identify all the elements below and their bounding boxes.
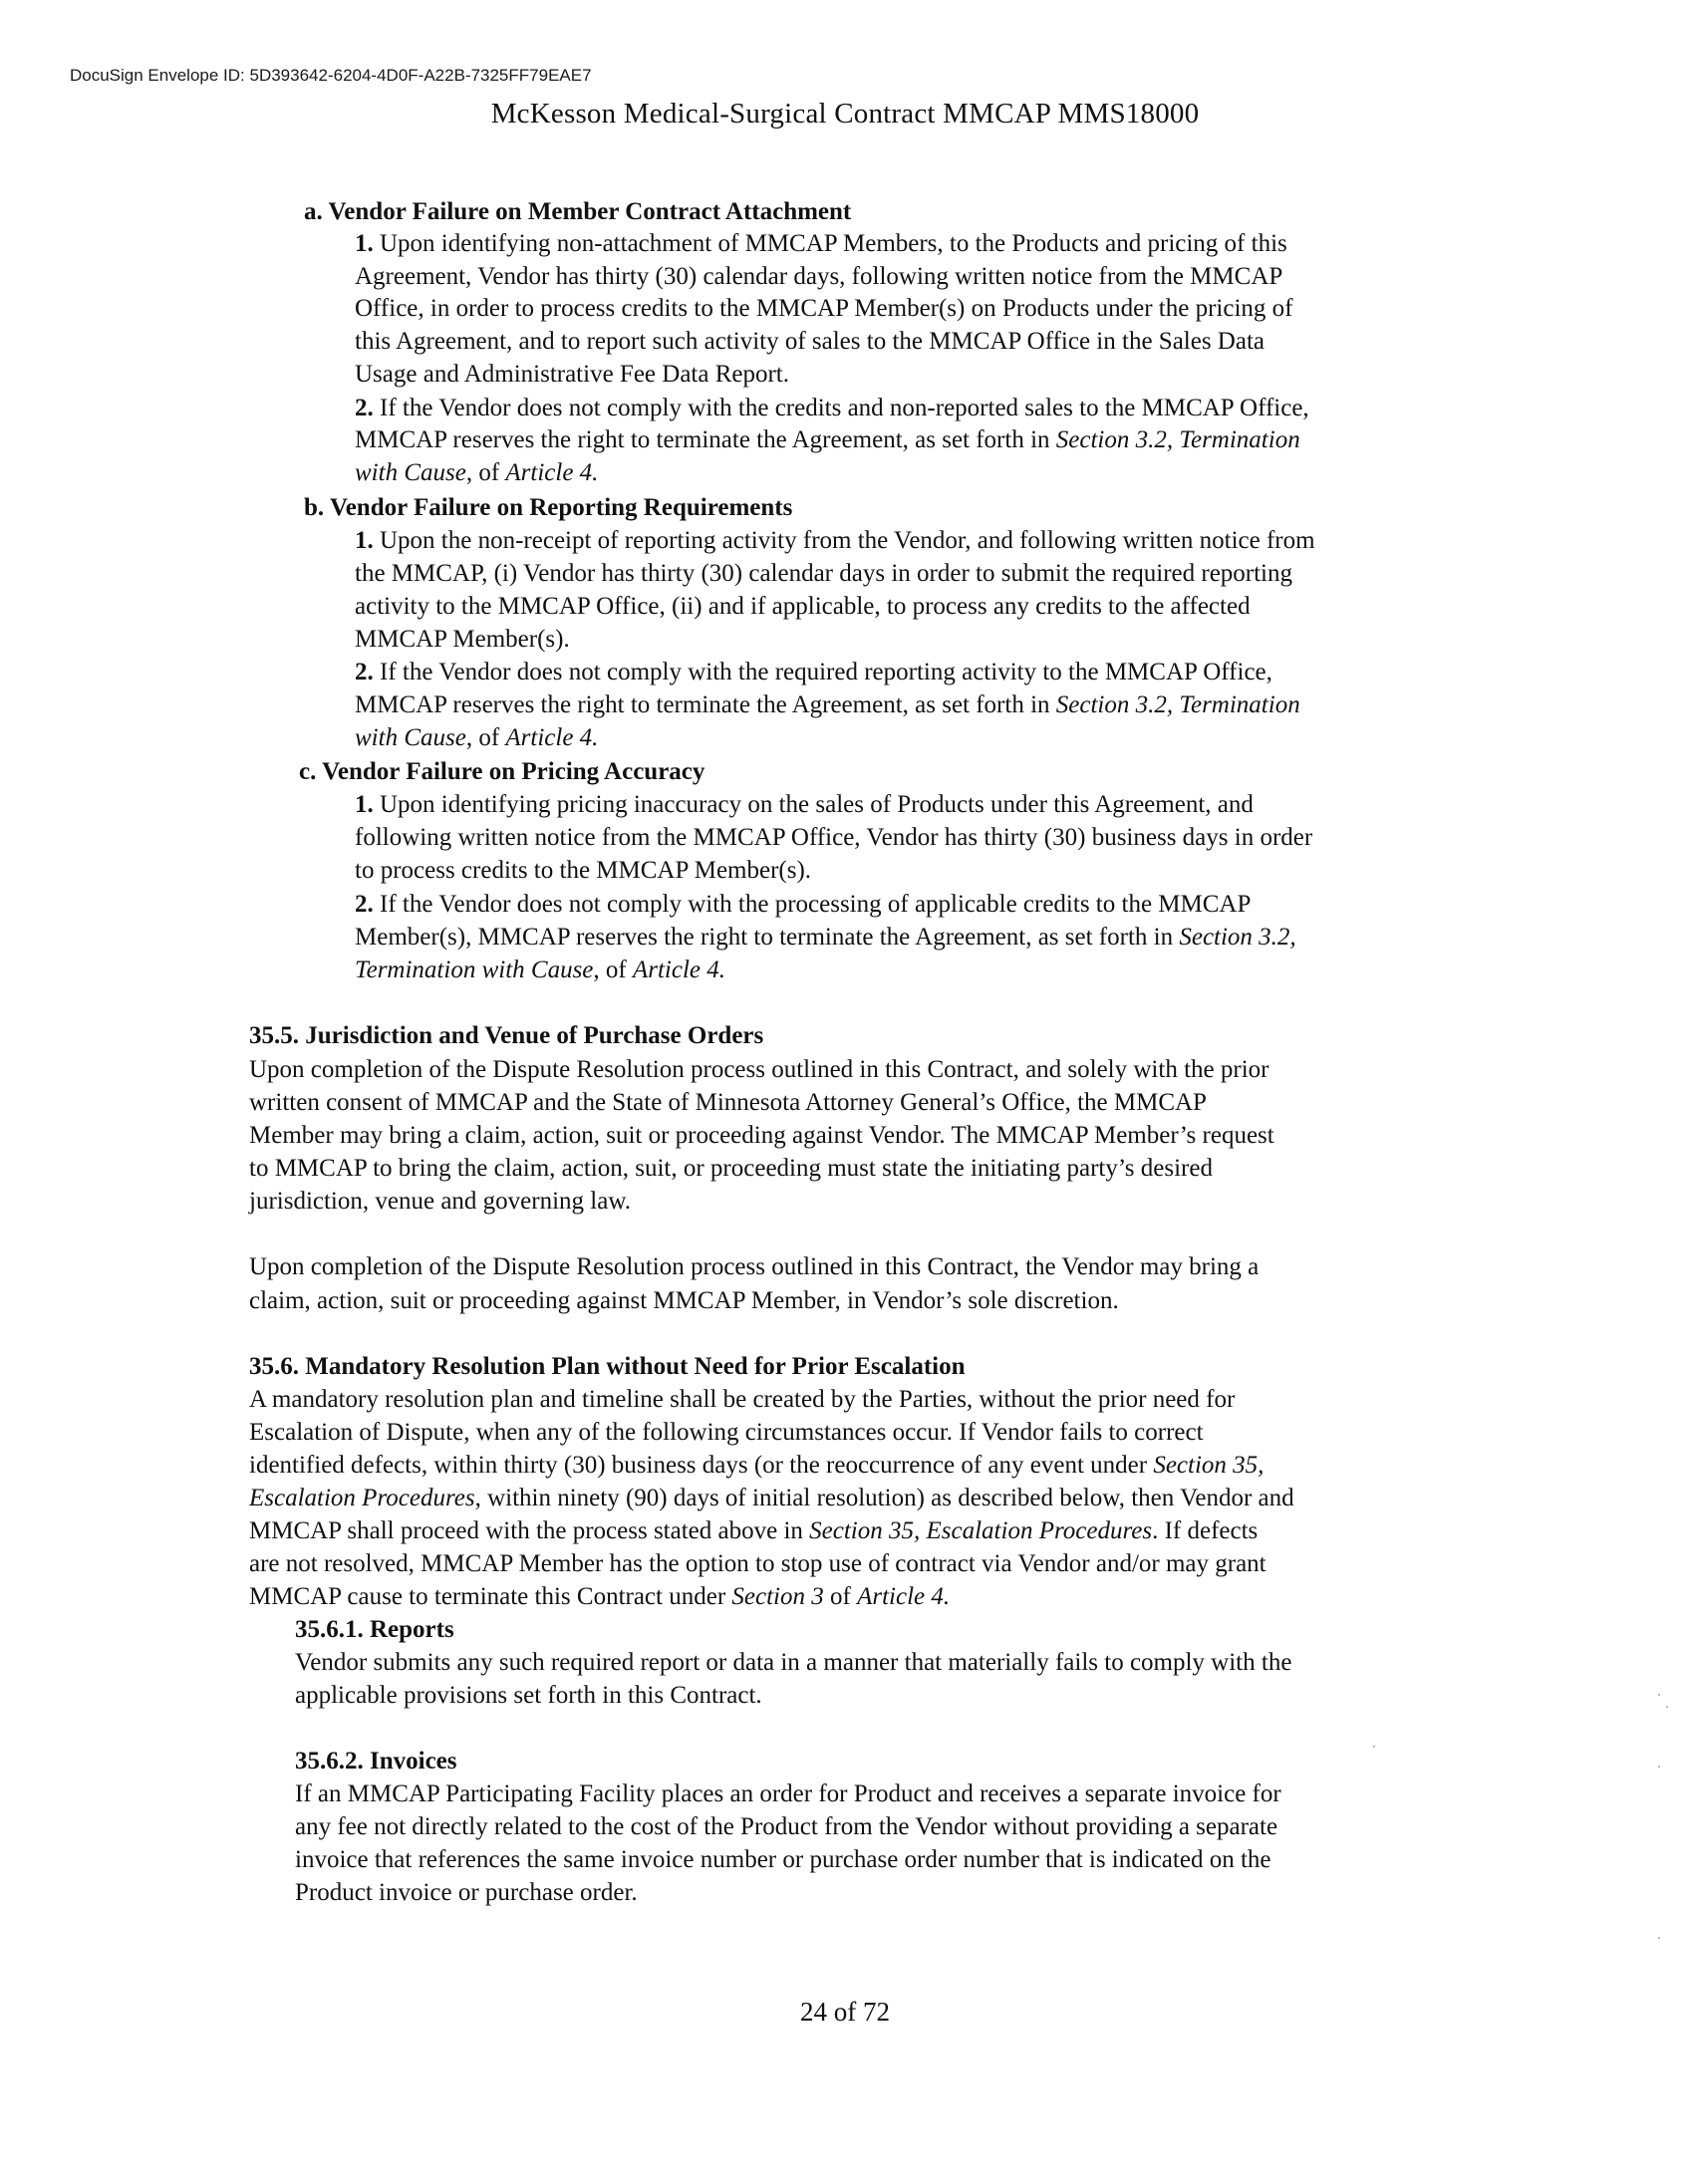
b1-line4: MMCAP Member(s). (355, 626, 570, 653)
document-header-title: McKesson Medical-Surgical Contract MMCAP MMS18000 (490, 98, 1200, 130)
b2-line1: 2. If the Vendor does not comply with the required reporting activity to the MMCAP Office, (355, 659, 1272, 685)
s3562-line2: any fee not directly related to the cost of the Product from the Vendor without providing a separate (295, 1813, 1278, 1840)
s3562-line3: invoice that references the same invoice number or purchase order number that is indicated on the (295, 1846, 1271, 1873)
s3561-line1: Vendor submits any such required report or data in a manner that materially fails to comply with the (295, 1649, 1292, 1676)
b1-line1: 1. Upon the non-receipt of reporting activity from the Vendor, and following written notice from (355, 527, 1315, 554)
a1-line3: Office, in order to process credits to the MMCAP Member(s) on Products under the pricing of (355, 295, 1293, 322)
b1-line2: the MMCAP, (i) Vendor has thirty (30) calendar days in order to submit the required reporting (355, 560, 1293, 587)
scan-speck (1658, 1694, 1660, 1696)
s356-line6: are not resolved, MMCAP Member has the option to stop use of contract via Vendor and/or may grant (249, 1550, 1267, 1577)
scan-speck (1658, 1937, 1660, 1939)
b2-line3: with Cause, of Article 4. (355, 724, 599, 751)
scan-speck (1373, 1746, 1375, 1748)
s356-heading: 35.6. Mandatory Resolution Plan without Need for Prior Escalation (249, 1353, 966, 1380)
a1-line4: this Agreement, and to report such activity of sales to the MMCAP Office in the Sales Data (355, 328, 1266, 355)
c1-line3: to process credits to the MMCAP Member(s). (355, 857, 812, 884)
a2-line3: with Cause, of Article 4. (355, 459, 599, 486)
s355-p1-line4: to MMCAP to bring the claim, action, suit, or proceeding must state the initiating party’s desired (249, 1155, 1213, 1182)
s355-p1-line1: Upon completion of the Dispute Resolution process outlined in this Contract, and solely with the prior (249, 1056, 1269, 1083)
b1-line3: activity to the MMCAP Office, (ii) and if applicable, to process any credits to the affected (355, 593, 1251, 620)
s356-line1: A mandatory resolution plan and timeline shall be created by the Parties, without the prior need for (249, 1386, 1236, 1413)
s355-p2-line2: claim, action, suit or proceeding against MMCAP Member, in Vendor’s sole discretion. (249, 1287, 1119, 1314)
c2-line3: Termination with Cause, of Article 4. (355, 956, 726, 983)
s3562-heading: 35.6.2. Invoices (295, 1748, 457, 1774)
s356-line4: Escalation Procedures, within ninety (90) days of initial resolution) as described below, then Vendor and (249, 1485, 1294, 1511)
s355-p1-line5: jurisdiction, venue and governing law. (249, 1188, 632, 1215)
s356-line2: Escalation of Dispute, when any of the following circumstances occur. If Vendor fails to correct (249, 1419, 1204, 1446)
s3562-line4: Product invoice or purchase order. (295, 1879, 638, 1906)
c-heading: c. Vendor Failure on Pricing Accuracy (299, 758, 705, 785)
scan-speck (1658, 1766, 1660, 1768)
s355-p1-line3: Member may bring a claim, action, suit or proceeding against Vendor. The MMCAP Member’s request (249, 1122, 1274, 1149)
s356-line7: MMCAP cause to terminate this Contract under Section 3 of Article 4. (249, 1583, 951, 1610)
page-number: 24 of 72 (800, 1997, 890, 2027)
s355-heading: 35.5. Jurisdiction and Venue of Purchase Orders (249, 1022, 764, 1049)
a2-line1: 2. If the Vendor does not comply with the credits and non-reported sales to the MMCAP Office, (355, 395, 1309, 421)
b-heading: b. Vendor Failure on Reporting Requirements (304, 494, 793, 521)
s355-p2-line1: Upon completion of the Dispute Resolution process outlined in this Contract, the Vendor may bring a (249, 1253, 1260, 1280)
c2-line1: 2. If the Vendor does not comply with the processing of applicable credits to the MMCAP (355, 891, 1252, 918)
a1-line1: 1. Upon identifying non-attachment of MMCAP Members, to the Products and pricing of this (355, 230, 1287, 257)
s356-line3: identified defects, within thirty (30) business days (or the reoccurrence of any event under Section 35, (249, 1452, 1265, 1479)
b2-line2: MMCAP reserves the right to terminate the Agreement, as set forth in Section 3.2, Termination (355, 691, 1300, 718)
s3562-line1: If an MMCAP Participating Facility places an order for Product and receives a separate invoice for (295, 1780, 1281, 1807)
c1-line1: 1. Upon identifying pricing inaccuracy on the sales of Products under this Agreement, and (355, 791, 1254, 818)
a2-line2: MMCAP reserves the right to terminate the Agreement, as set forth in Section 3.2, Termination (355, 426, 1300, 453)
a-heading: a. Vendor Failure on Member Contract Attachment (304, 198, 852, 225)
a1-line2: Agreement, Vendor has thirty (30) calendar days, following written notice from the MMCAP (355, 263, 1283, 290)
s3561-line2: applicable provisions set forth in this Contract. (295, 1682, 762, 1709)
scan-speck (1666, 1706, 1668, 1708)
c1-line2: following written notice from the MMCAP Office, Vendor has thirty (30) business days in order (355, 824, 1313, 851)
s356-line5: MMCAP shall proceed with the process stated above in Section 35, Escalation Procedures. If defects (249, 1517, 1259, 1544)
a1-line5: Usage and Administrative Fee Data Report. (355, 361, 789, 388)
c2-line2: Member(s), MMCAP reserves the right to terminate the Agreement, as set forth in Section 3.2, (355, 924, 1296, 951)
docusign-envelope-id: DocuSign Envelope ID: 5D393642-6204-4D0F-A22B-7325FF79EAE7 (70, 66, 592, 85)
s3561-heading: 35.6.1. Reports (295, 1616, 454, 1643)
s355-p1-line2: written consent of MMCAP and the State of Minnesota Attorney General’s Office, the MMCAP (249, 1089, 1207, 1116)
